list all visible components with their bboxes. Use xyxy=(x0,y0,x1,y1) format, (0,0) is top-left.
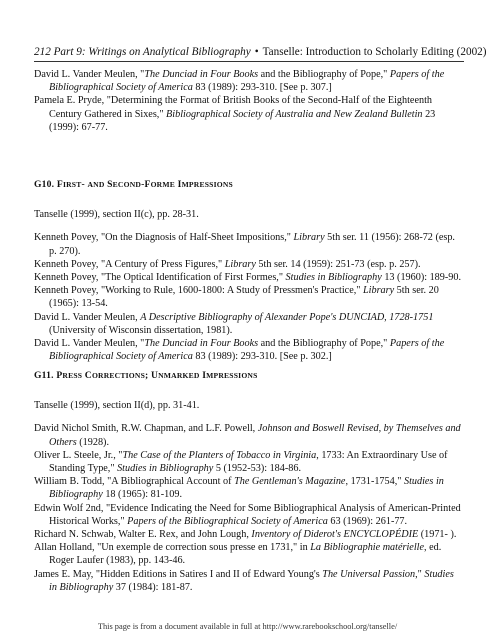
section-g11 xyxy=(34,369,462,594)
bib-entry: Allan Holland, "Un exemple de correction sous presse en 1731," in La Bibliographie matérielle, ed. Roger Laufer (1983), pp. 143-46. xyxy=(34,542,442,567)
header-title: Tanselle: Introduction to Scholarly Editing (2002) xyxy=(262,46,487,58)
bib-entry: Pamela E. Pryde, "Determining the Format of British Books of the Second-Half of the Eighteenth Century Gathered in Sixes," Bibliographical Society of Australia and New Zealand Bulletin 23 (1999): 67-77. xyxy=(34,95,436,133)
bib-entry: Oliver L. Steele, Jr., "The Case of the Planters of Tobacco in Virginia, 1733: An Extraordinary Use of Standing Type," Studies in Bibliography 5 (1952-53): 184-86. xyxy=(34,449,448,475)
section-heading: G10. FIRST- AND SECOND-FORME IMPRESSIONS xyxy=(34,179,233,190)
header-part: 212 Part 9: Writings on Analytical Bibliography xyxy=(34,46,251,58)
bib-entry: David L. Vander Meulen, "The Dunciad in Four Books and the Bibliography of Pope," Papers of the Bibliographical Society of America 83 (1989): 293-310. [See p. 302.] xyxy=(34,338,445,363)
bib-entry: David Nichol Smith, R.W. Chapman, and L.F. Powell, Johnson and Boswell Revised, by Themselves and Others (1928). xyxy=(34,423,461,448)
bib-entry: David L. Vander Meulen, A Descriptive Bibliography of Alexander Pope's DUNCIAD, 1728-1751 (University of Wisconsin dissertation, 1981). xyxy=(34,311,434,336)
top-entries xyxy=(34,68,462,134)
page-footer: This page is from a document available in full at http://www.rarebookschool.org/tanselle/ xyxy=(97,622,398,631)
bib-entry: Kenneth Povey, "The Optical Identification of First Formes," Studies in Bibliography 13 (1960): 189-90. xyxy=(34,272,461,284)
bib-entry: Kenneth Povey, "Working to Rule, 1600-1800: A Study of Pressmen's Practice," Library 5th ser. 20 (1965): 13-54. xyxy=(34,285,439,310)
section-intro: Tanselle (1999), section II(d), pp. 31-41. xyxy=(34,400,200,412)
bib-entry: Kenneth Povey, "A Century of Press Figures," Library 5th ser. 14 (1959): 251-73 (esp. p. 257). xyxy=(34,258,421,270)
bib-entry: William B. Todd, "A Bibliographical Account of The Gentleman's Magazine, 1731-1754," Studies in Bibliography 18 (1965): 81-109. xyxy=(34,476,444,501)
bib-entry: Kenneth Povey, "On the Diagnosis of Half-Sheet Impositions," Library 5th ser. 11 (1956): 268-72 (esp. p. 270). xyxy=(34,232,455,257)
bib-entry: David L. Vander Meulen, "The Dunciad in Four Books and the Bibliography of Pope," Papers of the Bibliographical Society of America 83 (1989): 293-310. [See p. 307.] xyxy=(34,69,445,94)
bib-entry: Richard N. Schwab, Walter E. Rex, and John Lough, Inventory of Diderot's ENCYCLOPÉDIE (1971- ). xyxy=(34,529,457,541)
section-g10 xyxy=(34,178,462,363)
bib-entry: Edwin Wolf 2nd, "Evidence Indicating the Need for Some Bibliographical Analysis of American-Printed Historical Works," Papers of the Bibliographical Society of America 63 (1969): 261-77. xyxy=(34,502,461,527)
running-header xyxy=(34,46,487,62)
header-bullet: • xyxy=(254,46,259,58)
section-intro: Tanselle (1999), section II(c), pp. 28-31. xyxy=(34,209,199,221)
bib-entry: James E. May, "Hidden Editions in Satires I and II of Edward Young's The Universal Passion," Studies in Bibliography 37 (1984): 181-87. xyxy=(34,568,454,593)
section-heading: G11. PRESS CORRECTIONS; UNMARKED IMPRESSIONS xyxy=(34,370,258,381)
